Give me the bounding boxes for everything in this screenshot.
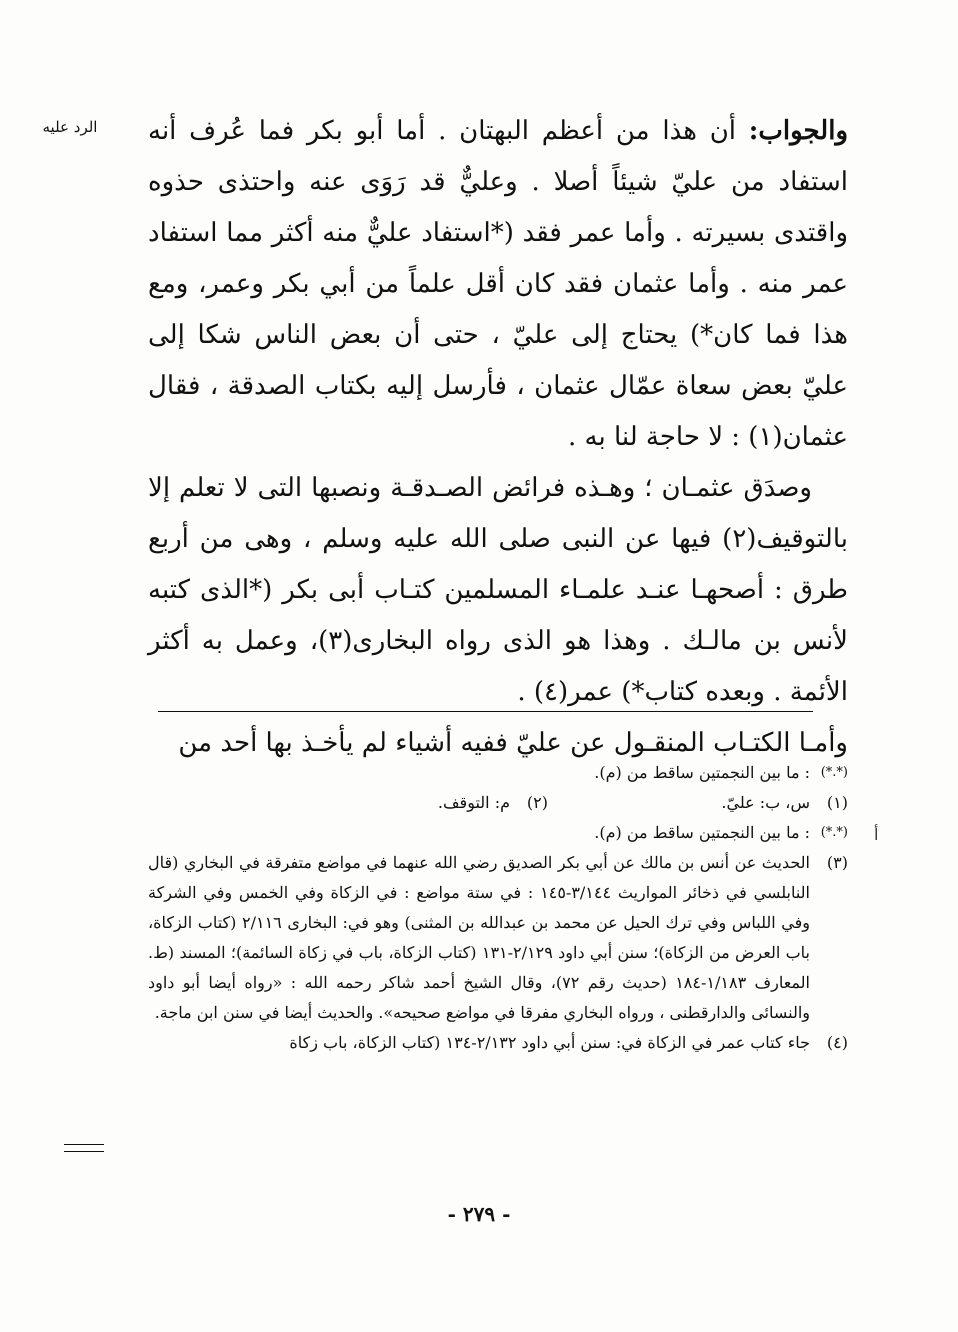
footnote-star-1 [148, 758, 848, 788]
footnote-text: : ما بين النجمتين ساقط من (م). [594, 823, 810, 842]
footnote-separator [158, 711, 813, 712]
answer-lead: والجواب: [748, 116, 848, 146]
paragraph-1 [148, 106, 848, 463]
footnote-number: (١) [826, 793, 848, 812]
footnote-4 [148, 1028, 848, 1058]
paragraph-3: وأمـا الكتـاب المنقـول عن عليّ ففيه أشياء لم يأخـذ بها أحد من [178, 728, 848, 758]
footnote-1 [548, 788, 848, 818]
footnote-number: (٣) [826, 853, 848, 872]
footnote-number: (٤) [826, 1033, 848, 1052]
continuation-mark [64, 1144, 104, 1152]
footnote-pair [148, 788, 848, 818]
margin-heading: الرد عليه [42, 118, 98, 136]
footnote-text: س، ب: عليّ. [721, 793, 810, 812]
paragraph-1-text: أن هذا من أعظم البهتان . أما أبو بكر فما عُرف أنه استفاد من عليّ شيئاً أصلا . وعليٌّ قد رَوَى عنه واحتذى حذوه واقتدى بسيرته . وأما عمر فقد (*استفاد عليٌّ منه أكثر مما استفاد عمر منه . وأما عثمان فقد كان أقل علماً من أبي بكر وعمر، ومع هذا فما كان*) يحتاج إلى عليّ ، حتى أن بعض الناس شكا إلى عليّ بعض سعاة عمّال عثمان ، فأرسل إليه بكتاب الصدقة ، فقال عثمان(١) : لا حاجة لنا به . [148, 116, 848, 452]
footnotes [148, 758, 848, 1058]
footnote-marker: (*.*) [820, 825, 848, 840]
page-number: - ٢٧٩ - [447, 1202, 511, 1226]
footnote-marker: (*.*) [820, 765, 848, 780]
footnote-2 [248, 788, 548, 818]
margin-mark: أ [874, 825, 879, 844]
footnote-text: م: التوقف. [437, 793, 510, 812]
footnote-star-2 [148, 818, 848, 848]
footnote-text: الحديث عن أنس بن مالك عن أبي بكر الصديق رضي الله عنهما في مواضع متفرقة في البخاري (قال النابلسي في ذخائر المواريث ٣/١٤٤-١٤٥ : في ستة مواضع : في الزكاة وفي الخمس وفي الشركة وفي اللباس وفي ترك الحيل عن محمد بن عبدالله بن المثنى) وهو في: البخارى ٢/١١٦ (كتاب الزكاة، باب العرض من الزكاة)؛ سنن أبي داود ٢/١٢٩-١٣١ (كتاب الزكاة، باب في زكاة السائمة)؛ المسند (ط. المعارف ١/١٨٣-١٨٤ (حديث رقم ٧٢)، وقال الشيخ أحمد شاكر رحمه الله : «رواه أيضا أبو داود والنسائى والدارقطنى ، ورواه البخاري مفرقا في مواضع صحيحه». والحديث أيضا في سنن ابن ماجة. [148, 853, 811, 1022]
footnote-3 [148, 848, 848, 1028]
footnote-number: (٢) [526, 793, 548, 812]
main-text [148, 106, 848, 769]
paragraph-2: وصدَق عثمـان ؛ وهـذه فرائض الصـدقـة ونصبها التى لا تعلم إلا بالتوقيف(٢) فيها عن النبى صلى الله عليه وسلم ، وهى من أربع طرق : أصحهـا عنـد علمـاء المسلمين كتـاب أبى بكر (*الذى كتبه لأنس بن مالـك . وهذا هو الذى رواه البخارى(٣)، وعمل به أكثر الأئمة . وبعده كتاب*) عمر(٤) . [148, 473, 848, 707]
footnote-text: : ما بين النجمتين ساقط من (م). [594, 763, 810, 782]
footnote-text: جاء كتاب عمر في الزكاة في: سنن أبي داود ٢/١٣٢-١٣٤ (كتاب الزكاة، باب زكاة [289, 1033, 810, 1052]
